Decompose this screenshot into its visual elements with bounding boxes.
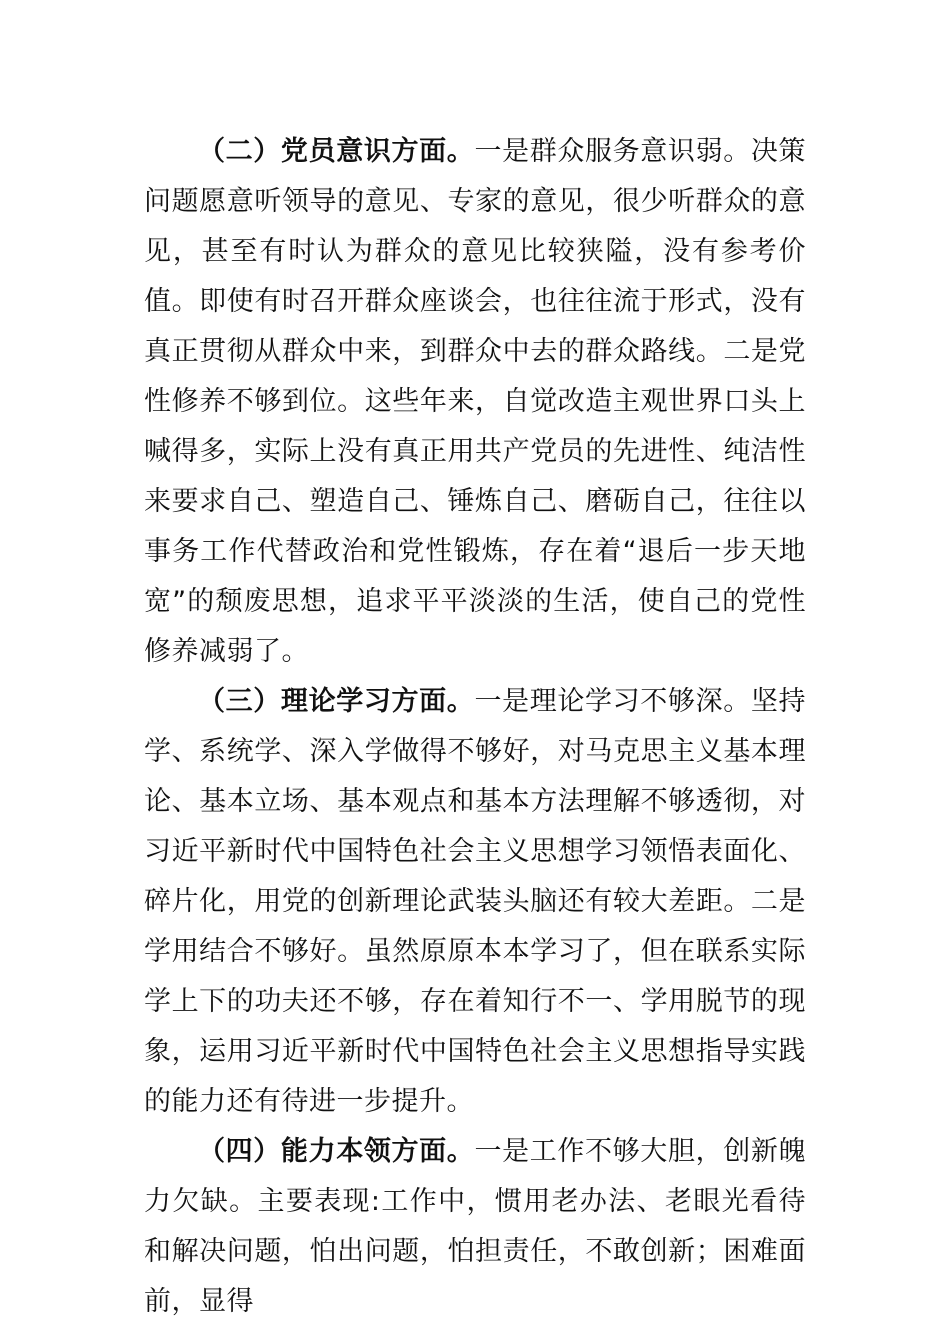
paragraph-text-theory-study: 一是理论学习不够深。坚持学、系统学、深入学做得不够好，对马克思主义基本理论、基本立场、基本观点和基本方法理解不够透彻，对习近平新时代中国特色社会主义思想学习领悟表面化、碎片化，用党的创新理论武装头脑还有较大差距。二是学用结合不够好。虽然原原本本学习了，但在联系实际学上下的功夫还不够，存在着知行不一、学用脱节的现象，运用习近平新时代中国特色社会主义思想指导实践的能力还有待进一步提升。: [144, 686, 807, 1117]
paragraph-text-party-awareness: 一是群众服务意识弱。决策问题愿意听领导的意见、专家的意见，很少听群众的意见，甚至有时认为群众的意见比较狭隘，没有参考价值。即使有时召开群众座谈会，也往往流于形式，没有真正贯彻从群众中来，到群众中去的群众路线。二是党性修养不够到位。这些年来，自觉改造主观世界口头上喊得多，实际上没有真正用共产党员的先进性、纯洁性来要求自己、塑造自己、锤炼自己、磨砺自己，往往以事务工作代替政治和党性锻炼，存在着“退后一步天地宽”的颓废思想，追求平平淡淡的生活，使自己的党性修养减弱了。: [144, 136, 807, 667]
section-heading-ability: （四）能力本领方面。: [198, 1136, 475, 1167]
paragraph-text-ability: 一是工作不够大胆，创新魄力欠缺。主要表现:工作中，惯用老办法、老眼光看待和解决问题，怕出问题，怕担责任，不敢创新；困难面前，显得: [144, 1136, 807, 1317]
section-heading-party-awareness: （二）党员意识方面。: [198, 136, 475, 167]
document-body: [144, 127, 806, 1327]
section-heading-theory-study: （三）理论学习方面。: [198, 686, 475, 717]
paragraph-ability: [144, 1127, 806, 1327]
paragraph-party-awareness: [144, 127, 806, 677]
paragraph-theory-study: [144, 677, 806, 1127]
